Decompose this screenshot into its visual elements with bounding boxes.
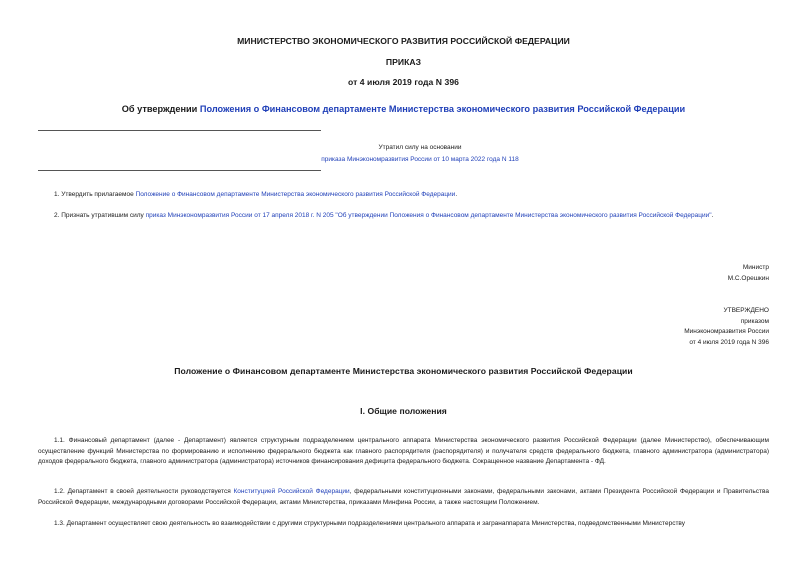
status-note-text: Утратил силу на основании [378,144,462,151]
divider-top [38,130,321,131]
section-1-heading: I. Общие положения [360,406,447,416]
item-1 [38,190,769,201]
approval-line-2: приказом [740,317,769,325]
status-note-link[interactable]: приказа Минэкономразвития России от 10 марта 2022 года N 118 [321,156,519,164]
approval-line-3: Минэкономразвития России [684,328,769,336]
signature-position: Министр [742,264,769,271]
ministry-heading: МИНИСТЕРСТВО ЭКОНОМИЧЕСКОГО РАЗВИТИЯ РОССИЙСКОЙ ФЕДЕРАЦИИ [237,36,570,46]
doc-title-prefix: Об утверждении [121,104,200,114]
clause-1-2-text-b: , федеральными конституционными законами, федеральными законами, актами Президента Российской Федерации и Правительства Российской Федерации, международными договорами Российской Федерации, актами Министерства, приказами Минфина России, а также настоящим Положением. [38,488,769,506]
approval-line-4: от 4 июля 2019 года N 396 [689,338,769,346]
clause-1-3 [38,519,769,530]
clause-1-1-text: 1.1. Финансовый департамент (далее - Департамент) является структурным подразделением центрального аппарата Министерства экономического развития Российской Федерации (далее Министерство), обеспечивающим осуществление функций Министерства по формированию и исполнению федерального бюджета как главного распорядителя (распорядителя) и получателя средств федерального бюджета, главного администратора (администратора) доходов федерального бюджета, главного администратора (администратора) источников финансирования дефицита федерального бюджета. Сокращенное название Департамента - ФД. [38,437,769,466]
approval-line-1: УТВЕРЖДЕНО [723,307,769,314]
divider-bottom [38,170,321,171]
doc-type-heading: ПРИКАЗ [385,57,422,67]
constitution-link[interactable]: Конституцией Российской Федерации [233,488,350,495]
clause-1-2-text-a: 1.2. Департамент в своей деятельности руководствуется [54,488,234,495]
item-1-text: 1. Утвердить прилагаемое [54,191,136,198]
item-1-end: . [455,191,458,198]
clause-1-3-text: 1.3. Департамент осуществляет свою деятельность во взаимодействии с другими структурными подразделениями центрального аппарата и загранаппарата Министерства, подведомственными Министерству [54,520,685,527]
item-2 [38,211,769,222]
item-1-link[interactable]: Положение о Финансовом департаменте Министерства экономического развития Российской Федерации [135,191,456,198]
signature-block [728,263,769,284]
clause-1-1 [38,436,769,468]
item-2-link[interactable]: приказ Минэкономразвития России от 17 апреля 2018 г. N 205 "Об утверждении Положения о Финансовом департаменте Министерства экономического развития Российской Федерации" [145,212,712,219]
item-2-end: . [711,212,714,219]
clause-1-2 [38,487,769,508]
status-note [290,144,550,165]
doc-date-number: от 4 июля 2019 года N 396 [348,77,459,87]
approval-block [684,306,769,348]
signature-name: М.С.Орешкин [727,274,769,282]
item-2-text: 2. Признать утратившим силу [54,212,146,219]
regulation-title: Положение о Финансовом департаменте Министерства экономического развития Российской Федерации [174,366,633,376]
doc-title-link[interactable]: Положения о Финансовом департаменте Министерства экономического развития Российской Федерации [199,104,686,114]
doc-title [0,104,807,114]
